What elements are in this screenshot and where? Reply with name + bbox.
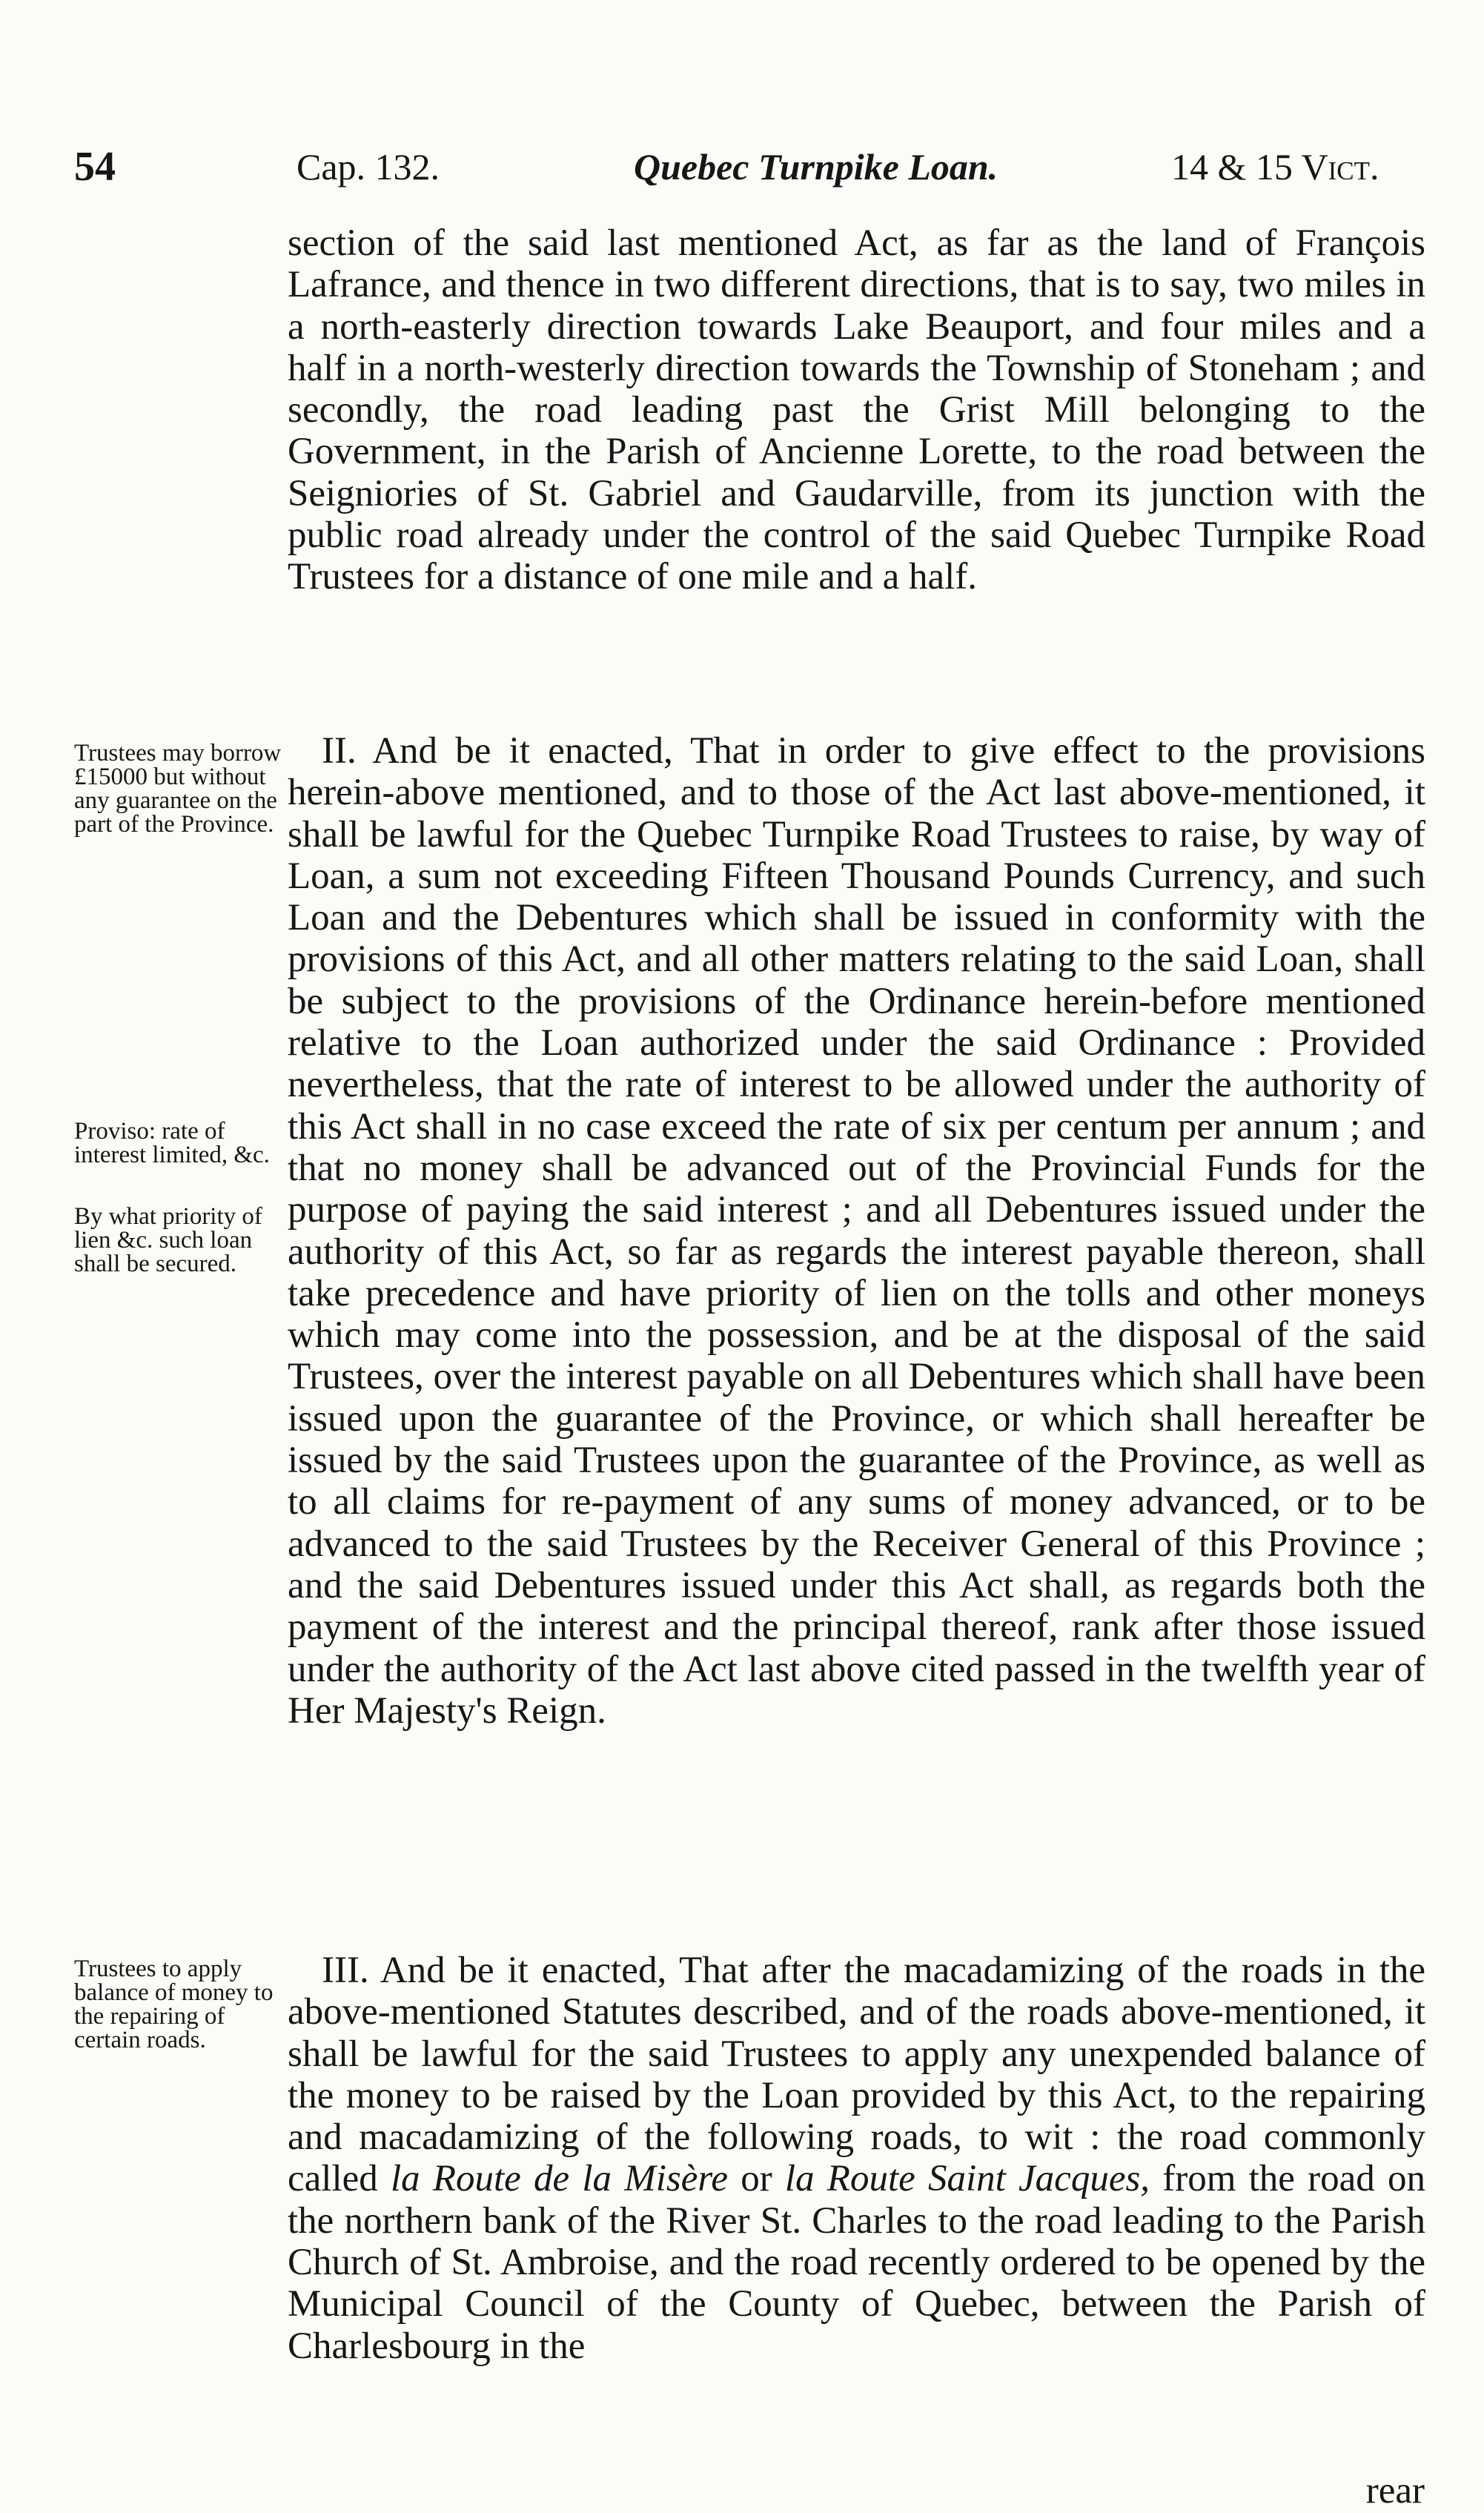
section-3-or: or [728,2158,785,2200]
catchword: rear [1365,2470,1425,2512]
page-number: 54 [74,144,116,190]
section-3-text [288,1950,1425,2367]
margin-note-priority: By what priority of lien &c. such loan shall be secured. [74,1203,262,1277]
act-title: Quebec Turnpike Loan. [634,146,998,188]
section-3-text-start: III. And be it enacted, That after the macadamizing of the roads in the above-mentioned Statutes described, and of the roads above-mentioned, it shall be lawful for the said Trustees to apply any unexpended balance of the money to be raised by the Loan provided by this Act, to the repairing and macadamizing of the following roads, to wit : the road commonly called [288,1950,1425,2200]
section-2-text: II. And be it enacted, That in order to give effect to the provisions herein-above mentioned, and to those of the Act last above-mentioned, it shall be lawful for the Quebec Turnpike Road Trustees to raise, by way of Loan, a sum not exceeding Fifteen Thousand Pounds Currency, and such Loan and the Debentures which shall be issued in conformity with the provisions of this Act, and all other matters relating to the said Loan, shall be subject to the provisions of the Ordinance herein-before mentioned relative to the Loan authorized under the said Ordinance : Provided nevertheless, that the rate of interest to be allowed under the authority of this Act shall in no case exceed the rate of six per centum per annum ; and that no money shall be advanced out of the Provincial Funds for the purpose of paying the said interest ; and all Debentures issued under the authority of this Act, so far as regards the interest payable thereon, shall take precedence and have priority of lien on the tolls and other moneys which may come into the possession, and be at the disposal of the said Trustees, over the interest payable on all Debentures which shall have been issued upon the guarantee of the Province, or which shall hereafter be issued by the said Trustees upon the guarantee of the Province, as well as to all claims for re-payment of any sums of money advanced, or to be advanced to the said Trustees by the Receiver General of this Province ; and the said Debentures issued under this Act shall, as regards both the payment of the interest and the principal thereof, rank after those issued under the authority of the Act last above cited passed in the twelfth year of Her Majesty's Reign. [288,730,1425,1732]
margin-note-proviso: Proviso: rate of interest limited, &c. [74,1118,270,1168]
margin-note-trustees-borrow: Trustees may borrow £15000 but without any guarantee on the part of the Province. [74,740,282,838]
paragraph-text: section of the said last mentioned Act, as far as the land of François Lafrance, and thence in two different directions, that is to say, two miles in a north-easterly direction towards Lake Beauport, and four miles and a half in a north-westerly direction towards the Township of Stoneham ; and secondly, the road leading past the Grist Mill belonging to the Government, in the Parish of Ancienne Lorette, to the road between the Seigniories of St. Gabriel and Gaudarville, from its junction with the public road already under the control of the said Quebec Turnpike Road Trustees for a distance of one mile and a half. [288,222,1425,598]
road-name-saint-jacques: la Route Saint Jacques, [784,2158,1150,2200]
section-3 [288,1950,1425,2367]
section-2 [288,730,1425,1732]
regnal-year: 14 & 15 Vict. [1171,146,1379,188]
continuation-paragraph [288,222,1425,598]
section-3-text-end: from the road on the northern bank of the River St. Charles to the road leading to the Parish Church of St. Ambroise, and the road recently ordered to be opened by the Municipal Council of the County of Quebec, between the Parish of Charlesbourg in the [288,2158,1425,2367]
margin-note-apply-balance: Trustees to apply balance of money to the repairing of certain roads. [74,1956,274,2053]
running-header [74,141,1442,193]
road-name-misere: la Route de la Misère [390,2158,728,2200]
chapter-number: Cap. 132. [297,146,440,188]
